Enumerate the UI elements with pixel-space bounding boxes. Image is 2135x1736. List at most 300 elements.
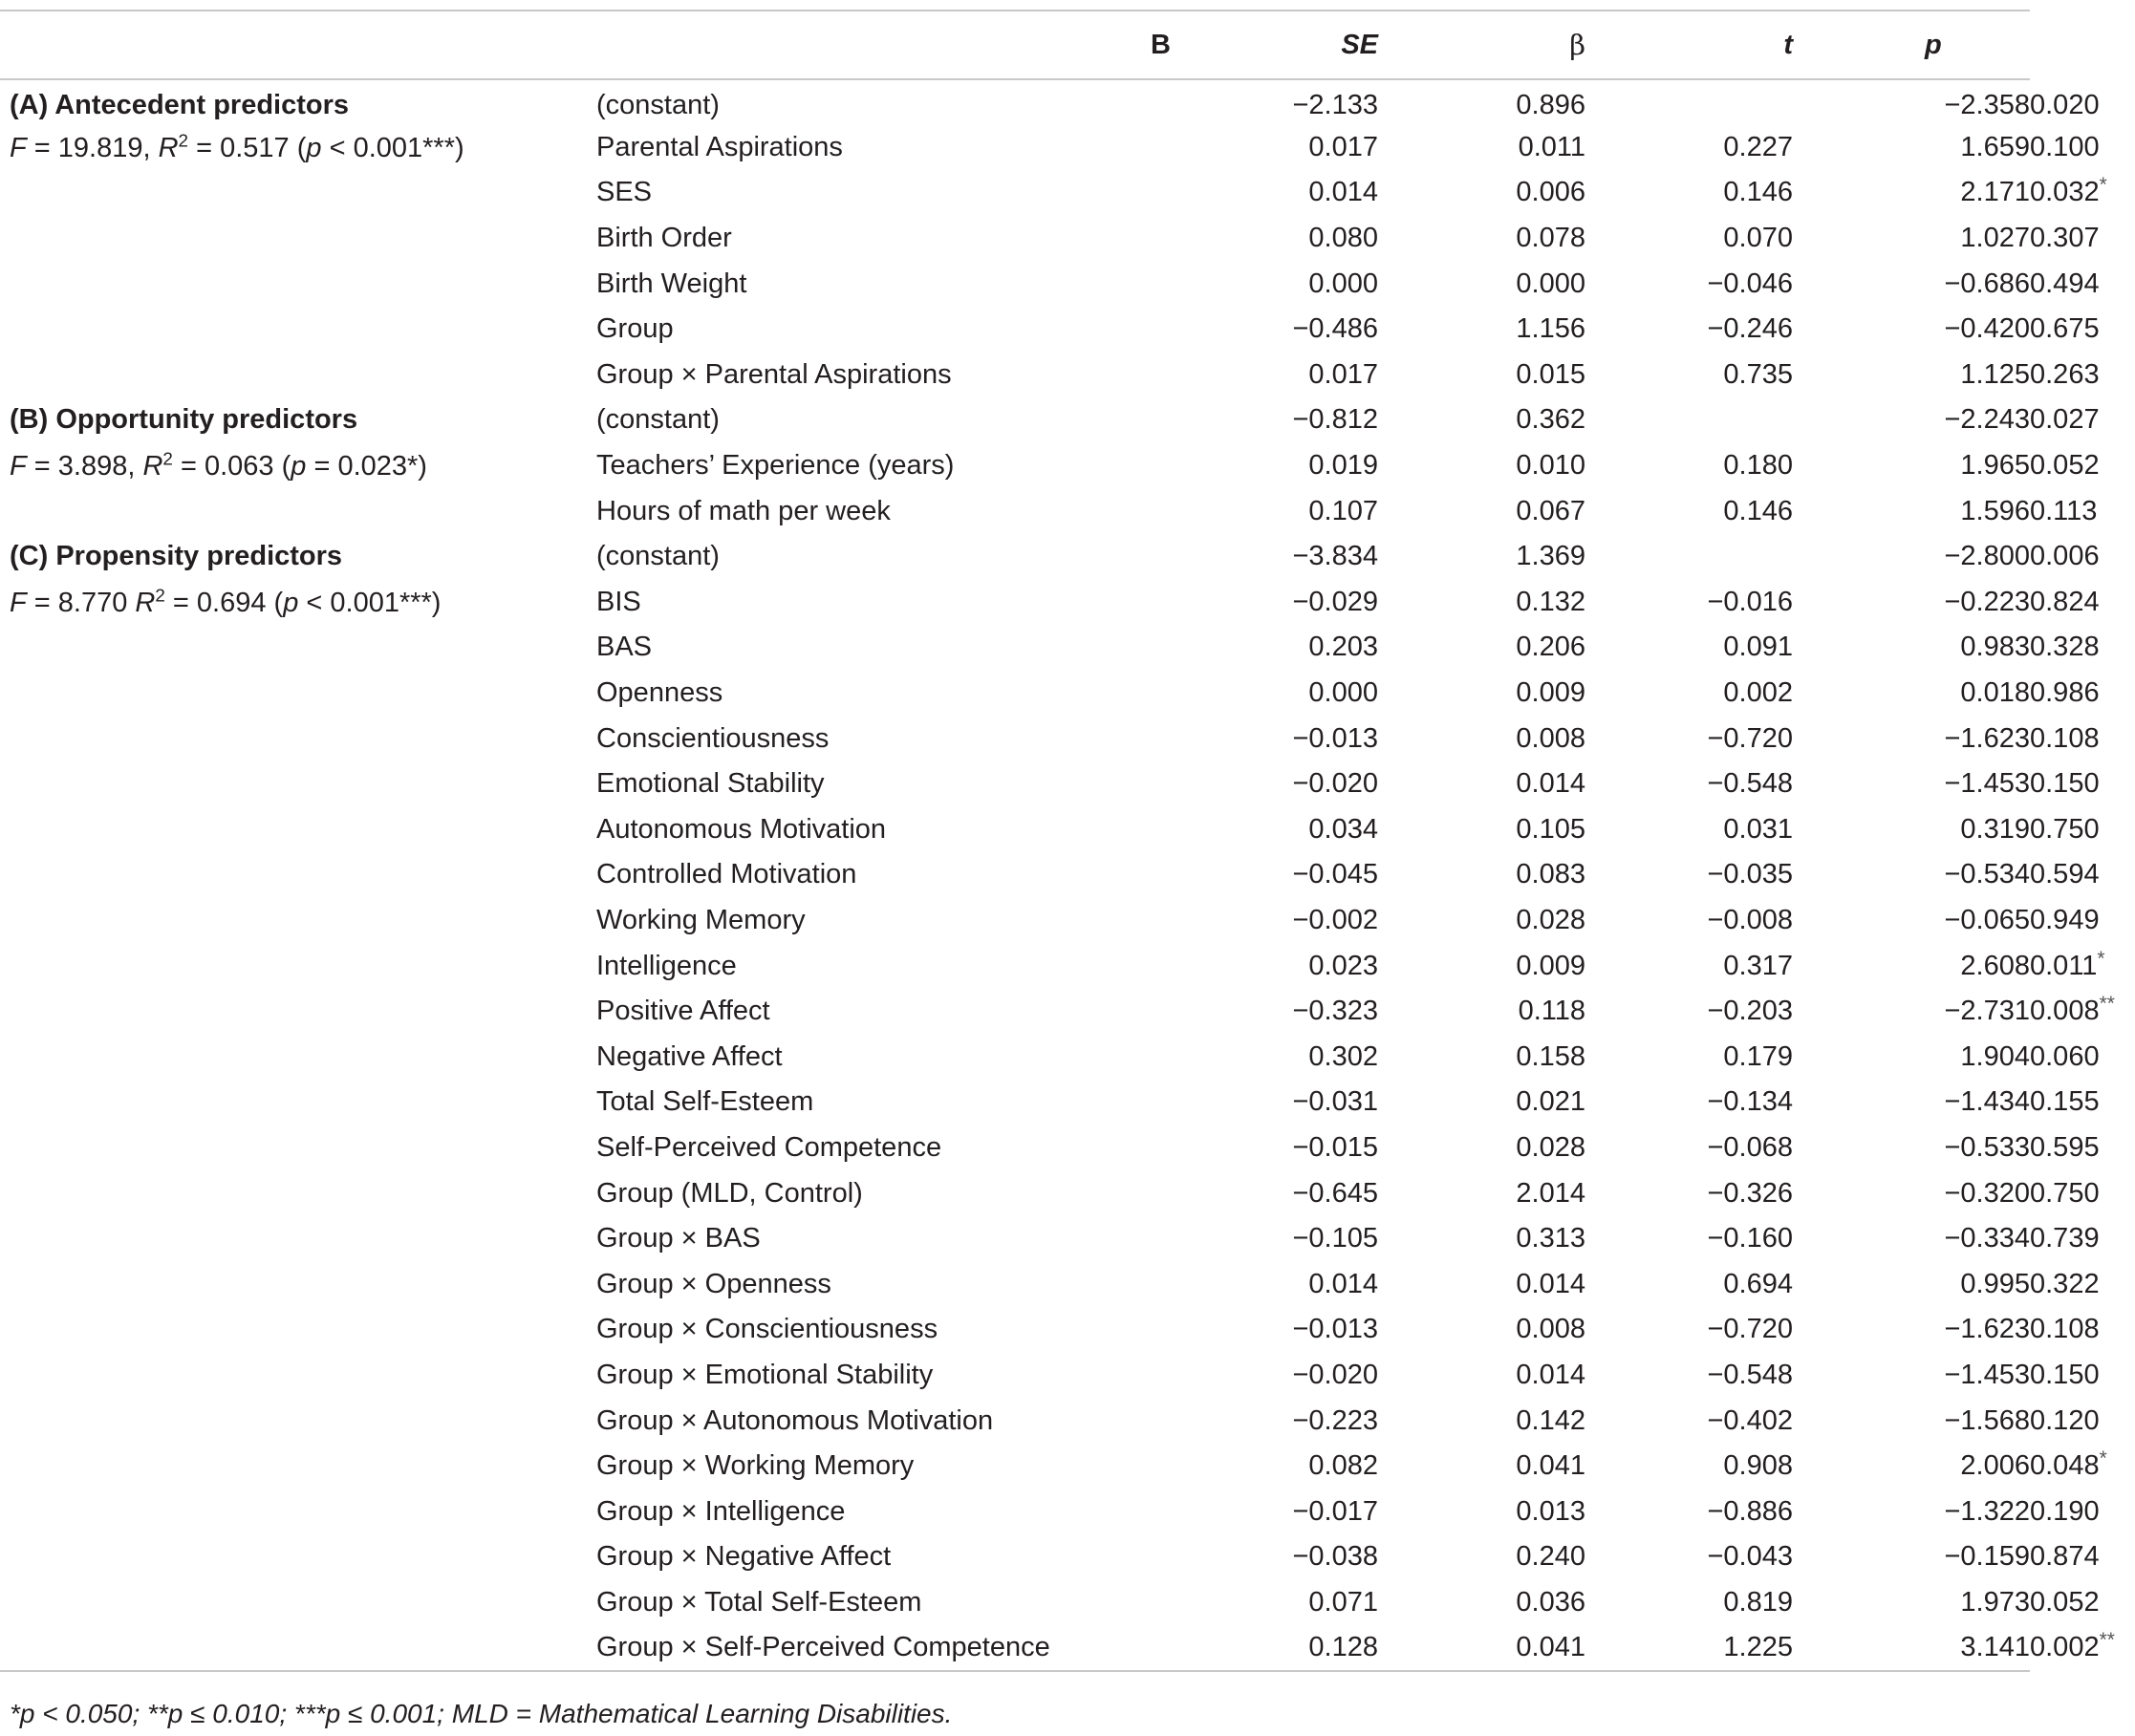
p-value (2030, 723, 2135, 755)
cell-b: 0.071 (1308, 1586, 1378, 1618)
table-row (0, 1170, 2030, 1216)
predictor-name: Teachers’ Experience (years) (596, 450, 955, 482)
cell-b: 0.017 (1308, 131, 1378, 162)
table-row (0, 580, 2030, 626)
cell-b: 0.080 (1308, 223, 1378, 254)
cell-beta: 0.227 (1723, 131, 1793, 162)
significance-marker: ** (2099, 993, 2115, 1016)
p-number: 0.595 (2030, 1131, 2100, 1163)
predictor-name: BIS (596, 586, 641, 617)
section-cell-empty (0, 353, 583, 398)
cell-b: −3.834 (1292, 541, 1378, 572)
cell-se: 0.021 (1516, 1086, 1585, 1118)
table-row (0, 625, 2030, 671)
cell-t: −0.159 (1944, 1541, 2030, 1573)
spacer-cell (1061, 625, 1171, 671)
spacer-cell (1061, 125, 1171, 171)
section-cell-empty (0, 1080, 583, 1125)
cell-t: −0.223 (1944, 586, 2030, 617)
cell-beta: −0.720 (1707, 722, 1793, 754)
p-number: 0.307 (2030, 223, 2100, 254)
cell-t: −1.623 (1944, 722, 2030, 754)
cell-b: −0.015 (1292, 1131, 1378, 1163)
predictor-name: Positive Affect (596, 996, 770, 1027)
cell-b: −2.133 (1292, 89, 1378, 120)
spacer-cell (1061, 1125, 1171, 1171)
spacer-cell (1061, 1353, 1171, 1399)
cell-t: −1.434 (1944, 1086, 2030, 1118)
cell-se: 0.041 (1516, 1631, 1585, 1662)
p-number: 0.949 (2030, 904, 2100, 935)
predictor-name: Controlled Motivation (596, 859, 857, 890)
cell-se: 0.010 (1516, 450, 1585, 482)
cell-se: 0.000 (1516, 268, 1585, 299)
predictor-name: Group (MLD, Control) (596, 1177, 863, 1209)
table-row (0, 307, 2030, 353)
header-row (0, 11, 2030, 79)
cell-t: 2.006 (1960, 1450, 2030, 1482)
section-cell-empty (0, 1625, 583, 1671)
cell-beta: 0.179 (1723, 1040, 1793, 1072)
table-row (0, 79, 2030, 125)
p-value (2030, 450, 2135, 482)
p-number: 0.011 (2030, 950, 2098, 981)
header-p-label: p (1925, 29, 1942, 60)
p-number: 0.108 (2030, 722, 2100, 754)
cell-se: 1.369 (1516, 541, 1585, 572)
cell-b: −0.017 (1292, 1495, 1378, 1527)
p-number: 0.874 (2030, 1541, 2100, 1573)
p-number: 0.002 (2030, 1631, 2100, 1662)
cell-se: 0.041 (1516, 1450, 1585, 1482)
cell-se: 0.015 (1516, 358, 1585, 390)
cell-t: 2.171 (1960, 177, 2030, 208)
cell-beta: −0.016 (1707, 586, 1793, 617)
cell-se: 0.362 (1516, 404, 1585, 436)
predictor-name: Group × BAS (596, 1223, 761, 1254)
p-value (2030, 1132, 2135, 1164)
cell-beta: 0.819 (1723, 1586, 1793, 1618)
cell-se: 0.028 (1516, 904, 1585, 935)
p-value (2030, 587, 2135, 618)
section-cell-empty (0, 1170, 583, 1216)
p-number: 0.052 (2030, 450, 2100, 482)
p-value (2030, 993, 2135, 1027)
significance-marker: ** (2099, 1628, 2115, 1651)
p-value (2030, 1360, 2135, 1391)
spacer-cell (1061, 1216, 1171, 1262)
table-row (0, 1444, 2030, 1490)
table-row (0, 1125, 2030, 1171)
table-row (0, 443, 2030, 489)
table-row (0, 1580, 2030, 1626)
p-value (2030, 1541, 2135, 1573)
p-number: 0.100 (2030, 131, 2100, 162)
p-number: 0.750 (2030, 813, 2100, 845)
cell-b: −0.045 (1292, 859, 1378, 890)
table-row (0, 1489, 2030, 1534)
predictor-name: (constant) (596, 89, 720, 120)
spacer-cell (1061, 1080, 1171, 1125)
p-value (2030, 174, 2135, 208)
section-title: (B) Opportunity predictors (10, 404, 358, 436)
predictor-name: Birth Weight (596, 268, 747, 299)
table-row (0, 989, 2030, 1035)
p-value (2030, 632, 2135, 663)
table-row (0, 534, 2030, 580)
p-number: 0.594 (2030, 859, 2100, 890)
p-number: 0.494 (2030, 268, 2100, 299)
spacer-cell (1061, 1580, 1171, 1626)
table-row (0, 898, 2030, 944)
predictor-name: Group × Total Self-Esteem (596, 1586, 922, 1618)
cell-b: −0.038 (1292, 1541, 1378, 1573)
cell-t: −1.322 (1944, 1495, 2030, 1527)
cell-t: −0.065 (1944, 904, 2030, 935)
p-value (2030, 1447, 2135, 1482)
p-number: 0.020 (2030, 89, 2100, 120)
cell-t: 0.319 (1960, 813, 2030, 845)
cell-b: 0.000 (1308, 677, 1378, 709)
section-title: (A) Antecedent predictors (10, 89, 350, 120)
header-p (1793, 11, 2030, 79)
table-row (0, 1216, 2030, 1262)
cell-t: −2.800 (1944, 541, 2030, 572)
section-cell-empty (0, 1398, 583, 1444)
cell-t: −0.686 (1944, 268, 2030, 299)
section-cell-empty (0, 216, 583, 262)
p-value (2030, 1496, 2135, 1528)
table-footnote: *p < 0.050; **p ≤ 0.010; ***p ≤ 0.001; MLD = Mathematical Learning Disabilities. (10, 1699, 953, 1728)
predictor-name: Self-Perceived Competence (596, 1131, 942, 1163)
section-cell-empty (0, 761, 583, 807)
section-cell-empty (0, 716, 583, 761)
regression-table (0, 10, 2115, 1672)
cell-beta: −0.008 (1707, 904, 1793, 935)
predictor-name: Conscientiousness (596, 722, 830, 754)
cell-b: −0.031 (1292, 1086, 1378, 1118)
cell-b: −0.020 (1292, 1359, 1378, 1390)
cell-beta: 0.031 (1723, 813, 1793, 845)
p-number: 0.150 (2030, 768, 2100, 800)
cell-se: 0.132 (1516, 586, 1585, 617)
cell-t: 1.973 (1960, 1586, 2030, 1618)
spacer-cell (1061, 79, 1171, 125)
p-value (2030, 905, 2135, 936)
header-t: t (1783, 29, 1793, 60)
spacer-cell (1061, 1489, 1171, 1534)
predictor-name: Intelligence (596, 950, 737, 981)
p-number: 0.120 (2030, 1404, 2100, 1436)
section-cell-empty (0, 307, 583, 353)
spacer-cell (1061, 580, 1171, 626)
cell-b: 0.034 (1308, 813, 1378, 845)
cell-b: −0.486 (1292, 313, 1378, 345)
cell-beta: −0.720 (1707, 1314, 1793, 1345)
cell-se: 0.313 (1516, 1223, 1585, 1254)
cell-b: 0.128 (1308, 1631, 1378, 1662)
section-cell (0, 125, 583, 171)
predictor-name: Group × Working Memory (596, 1450, 915, 1482)
p-value (2030, 1628, 2135, 1663)
cell-se: 0.008 (1516, 722, 1585, 754)
section-cell-empty (0, 1034, 583, 1080)
cell-beta: 0.091 (1723, 632, 1793, 663)
spacer-cell (1061, 671, 1171, 717)
section-cell-empty (0, 1489, 583, 1534)
p-number: 0.032 (2030, 177, 2100, 208)
p-number: 0.113 (2030, 495, 2098, 526)
predictor-name: BAS (596, 632, 653, 663)
cell-beta: −0.548 (1707, 1359, 1793, 1390)
section-cell-empty (0, 1216, 583, 1262)
section-cell-empty (0, 488, 583, 534)
table-row (0, 1261, 2030, 1307)
table-row (0, 1398, 2030, 1444)
cell-beta: −0.326 (1707, 1177, 1793, 1209)
cell-beta: 0.180 (1723, 450, 1793, 482)
cell-se: 0.009 (1516, 677, 1585, 709)
cell-se: 0.036 (1516, 1586, 1585, 1618)
predictor-name: Openness (596, 677, 723, 709)
p-number: 0.052 (2030, 1586, 2100, 1618)
spacer-cell (1061, 1170, 1171, 1216)
spacer-cell (1061, 943, 1171, 989)
table-row (0, 170, 2030, 216)
cell-t: −2.358 (1944, 89, 2030, 120)
spacer-cell (1061, 1307, 1171, 1353)
cell-t: 0.995 (1960, 1268, 2030, 1299)
spacer-cell (1061, 1261, 1171, 1307)
section-cell-empty (0, 625, 583, 671)
cell-b: −0.323 (1292, 996, 1378, 1027)
predictor-name: SES (596, 177, 653, 208)
cell-beta: −0.203 (1707, 996, 1793, 1027)
spacer-cell (1061, 443, 1171, 489)
spacer-cell (1061, 397, 1171, 443)
cell-beta: −0.134 (1707, 1086, 1793, 1118)
table-row (0, 852, 2030, 898)
cell-beta: 1.225 (1723, 1631, 1793, 1662)
significance-marker: * (2099, 174, 2107, 197)
cell-se: 0.078 (1516, 223, 1585, 254)
cell-beta: −0.035 (1707, 859, 1793, 890)
table-row (0, 488, 2030, 534)
predictor-name: Group × Conscientiousness (596, 1314, 938, 1345)
spacer-cell (1061, 1625, 1171, 1671)
cell-t: 2.608 (1960, 950, 2030, 981)
p-number: 0.048 (2030, 1450, 2100, 1482)
significance-marker: * (2099, 1447, 2107, 1470)
p-value (2030, 1405, 2135, 1437)
cell-t: −1.453 (1944, 1359, 2030, 1390)
cell-se: 0.008 (1516, 1314, 1585, 1345)
spacer-cell (1061, 534, 1171, 580)
cell-b: 0.203 (1308, 632, 1378, 663)
table-row (0, 943, 2030, 989)
table-row (0, 216, 2030, 262)
predictor-name: Parental Aspirations (596, 131, 843, 162)
cell-b: 0.082 (1308, 1450, 1378, 1482)
cell-beta: 0.146 (1723, 177, 1793, 208)
cell-t: 1.904 (1960, 1040, 2030, 1072)
cell-b: 0.019 (1308, 450, 1378, 482)
p-number: 0.155 (2030, 1086, 2100, 1118)
p-value (2030, 359, 2135, 391)
cell-b: −0.002 (1292, 904, 1378, 935)
cell-beta: −0.043 (1707, 1541, 1793, 1573)
table-row (0, 1080, 2030, 1125)
section-stats: F = 19.819, $R^2 = 0.517$ (p < 0.001***) (10, 130, 464, 164)
cell-b: −0.020 (1292, 768, 1378, 800)
predictor-name: Group × Self-Perceived Competence (596, 1631, 1050, 1662)
cell-b: −0.013 (1292, 1314, 1378, 1345)
p-number: 0.328 (2030, 632, 2100, 663)
spacer-cell (1061, 353, 1171, 398)
section-cell-empty (0, 1261, 583, 1307)
cell-t: 1.596 (1960, 495, 2030, 526)
table-row (0, 761, 2030, 807)
predictor-name: Working Memory (596, 904, 806, 935)
header-b: B (1151, 29, 1171, 60)
spacer-cell (1061, 261, 1171, 307)
section-cell-empty (0, 261, 583, 307)
cell-t: 1.125 (1960, 358, 2030, 390)
cell-se: 0.083 (1516, 859, 1585, 890)
table-row (0, 807, 2030, 853)
p-number: 0.322 (2030, 1268, 2100, 1299)
table-row (0, 716, 2030, 761)
p-value (2030, 814, 2135, 846)
section-cell-empty (0, 852, 583, 898)
section-cell-empty (0, 807, 583, 853)
section-cell (0, 580, 583, 626)
p-value (2030, 268, 2135, 300)
p-value (2030, 313, 2135, 345)
cell-beta: −0.548 (1707, 768, 1793, 800)
cell-beta: 0.146 (1723, 495, 1793, 526)
table-row (0, 1307, 2030, 1353)
p-value (2030, 1041, 2135, 1073)
section-cell (0, 534, 583, 580)
spacer-cell (1061, 170, 1171, 216)
p-number: 0.739 (2030, 1223, 2100, 1254)
predictor-name: Group × Intelligence (596, 1495, 846, 1527)
cell-se: 0.067 (1516, 495, 1585, 526)
header-se: SE (1341, 29, 1378, 60)
section-cell-empty (0, 1580, 583, 1626)
p-value (2030, 859, 2135, 890)
cell-beta: 0.694 (1723, 1268, 1793, 1299)
cell-t: 1.965 (1960, 450, 2030, 482)
cell-t: −0.533 (1944, 1131, 2030, 1163)
spacer-cell (1061, 898, 1171, 944)
p-value (2030, 1269, 2135, 1300)
cell-b: 0.014 (1308, 177, 1378, 208)
table-row (0, 1034, 2030, 1080)
predictor-name: Emotional Stability (596, 768, 825, 800)
p-number: 0.986 (2030, 677, 2100, 709)
section-title: (C) Propensity predictors (10, 541, 343, 572)
cell-t: −1.453 (1944, 768, 2030, 800)
p-value (2030, 1314, 2135, 1345)
p-value (2030, 1587, 2135, 1618)
p-value (2030, 768, 2135, 800)
cell-beta: −0.886 (1707, 1495, 1793, 1527)
p-value (2030, 677, 2135, 709)
p-number: 0.108 (2030, 1314, 2100, 1345)
cell-b: 0.000 (1308, 268, 1378, 299)
predictor-name: Group × Negative Affect (596, 1541, 892, 1573)
cell-b: 0.014 (1308, 1268, 1378, 1299)
cell-beta: 0.908 (1723, 1450, 1793, 1482)
header-section (0, 11, 583, 79)
cell-t: 1.027 (1960, 223, 2030, 254)
section-cell-empty (0, 1534, 583, 1580)
section-stats: F = 3.898, $R^2 = 0.063$ (p = 0.023*) (10, 448, 427, 482)
predictor-name: Birth Order (596, 223, 732, 254)
spacer-cell (1061, 1034, 1171, 1080)
cell-se: 0.011 (1518, 131, 1585, 162)
cell-se: 0.014 (1516, 768, 1585, 800)
p-value (2030, 947, 2135, 982)
table-row (0, 671, 2030, 717)
header-beta: β (1569, 29, 1585, 61)
cell-se: 0.142 (1516, 1404, 1585, 1436)
cell-b: −0.029 (1292, 586, 1378, 617)
spacer-cell (1061, 761, 1171, 807)
cell-t: 1.659 (1960, 131, 2030, 162)
p-number: 0.027 (2030, 404, 2100, 436)
p-number: 0.750 (2030, 1177, 2100, 1209)
cell-b: 0.302 (1308, 1040, 1378, 1072)
predictor-name: (constant) (596, 404, 720, 436)
cell-beta: −0.046 (1707, 268, 1793, 299)
section-cell-empty (0, 1353, 583, 1399)
p-value (2030, 1178, 2135, 1210)
spacer-cell (1061, 852, 1171, 898)
predictor-name: Group × Parental Aspirations (596, 358, 952, 390)
cell-b: −0.013 (1292, 722, 1378, 754)
predictor-name: Group × Emotional Stability (596, 1359, 934, 1390)
p-number: 0.150 (2030, 1359, 2100, 1390)
p-number: 0.675 (2030, 313, 2100, 345)
spacer-cell (1061, 989, 1171, 1035)
predictor-name: Total Self-Esteem (596, 1086, 814, 1118)
table-row (0, 1534, 2030, 1580)
cell-se: 2.014 (1516, 1177, 1585, 1209)
p-number: 0.008 (2030, 996, 2100, 1027)
section-cell-empty (0, 671, 583, 717)
p-number: 0.190 (2030, 1495, 2100, 1527)
spacer-cell (1061, 716, 1171, 761)
section-cell-empty (0, 898, 583, 944)
cell-t: −0.320 (1944, 1177, 2030, 1209)
table-row (0, 261, 2030, 307)
cell-b: 0.017 (1308, 358, 1378, 390)
cell-t: −2.731 (1944, 996, 2030, 1027)
cell-beta (1585, 534, 1793, 580)
cell-beta (1585, 397, 1793, 443)
spacer-cell (1061, 488, 1171, 534)
cell-se: 0.014 (1516, 1268, 1585, 1299)
cell-se: 0.009 (1516, 950, 1585, 981)
spacer-cell (1061, 1398, 1171, 1444)
cell-se: 0.006 (1516, 177, 1585, 208)
p-number: 0.006 (2030, 541, 2100, 572)
cell-b: 0.107 (1308, 495, 1378, 526)
cell-b: −0.223 (1292, 1404, 1378, 1436)
